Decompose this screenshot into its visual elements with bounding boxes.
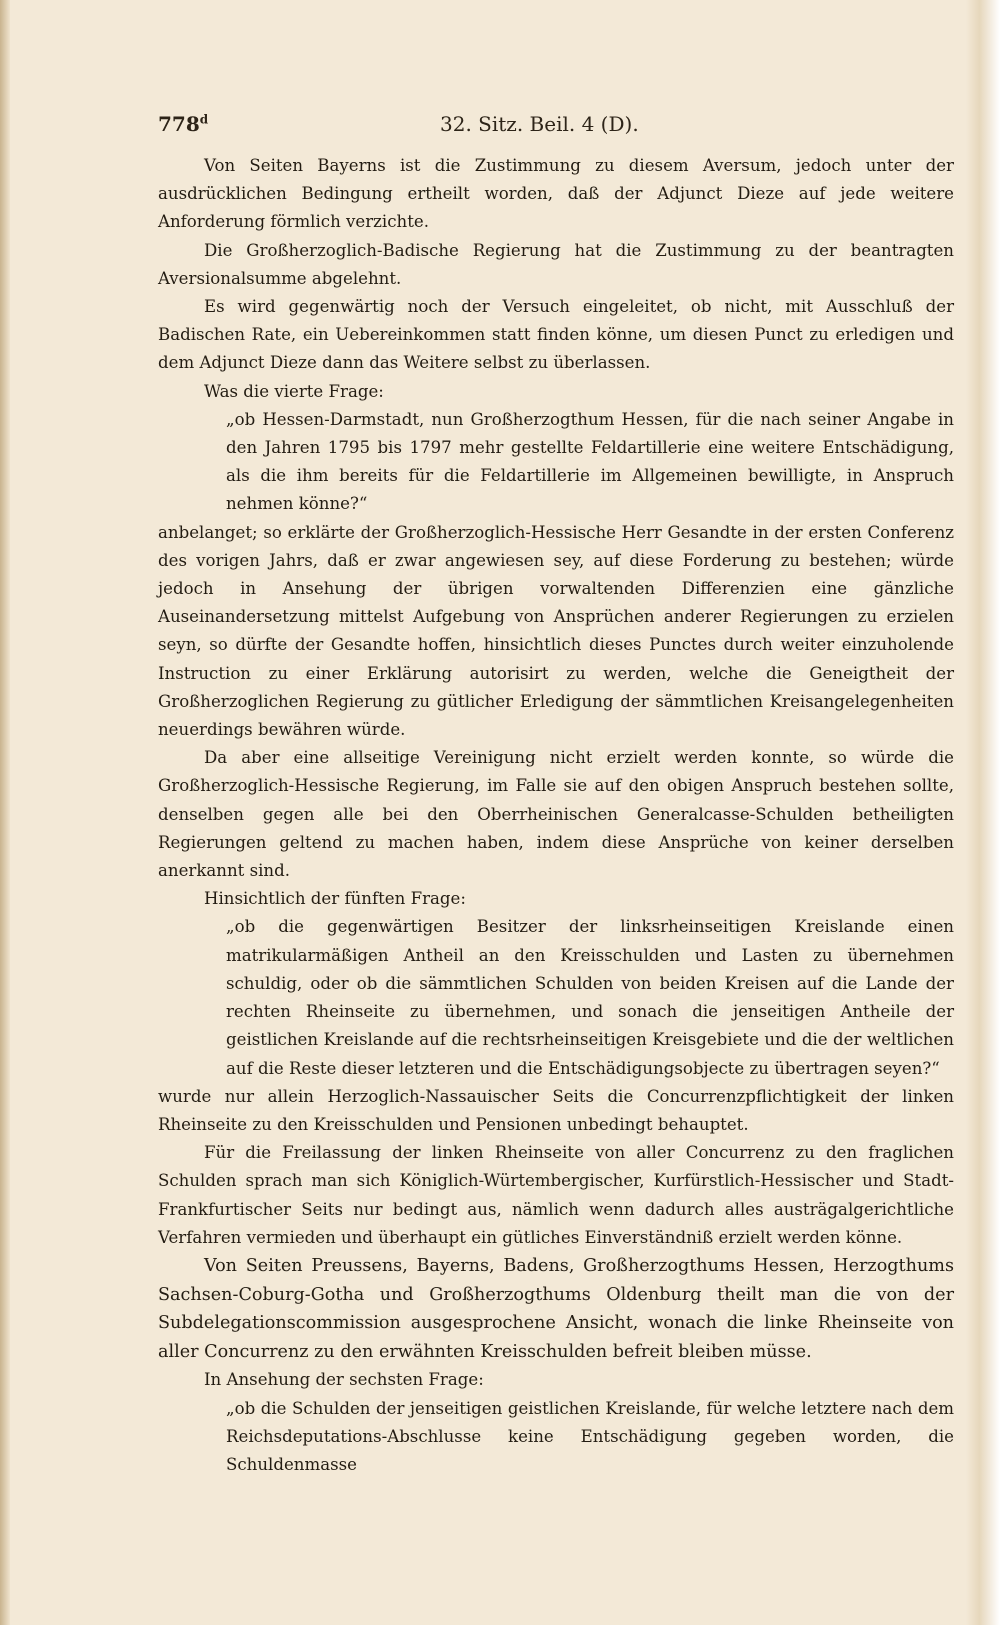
paragraph-baden-refusal: Die Großherzoglich-Badische Regierung hat die Zustimmung zu der beantragten Aversionalsumme abgelehnt. <box>158 240 954 288</box>
page-body <box>158 152 954 1479</box>
paragraph-no-agreement: Da aber eine allseitige Vereinigung nicht erzielt werden konnte, so würde die Großherzoglich-Hessische Regierung, im Falle sie auf den obigen Anspruch bestehen sollte, denselben gegen alle bei den Oberrheinischen Generalcasse-Schulden betheiligten Regierungen geltend zu machen haben, indem diese Ansprüche von keiner derselben anerkannt sind. <box>158 748 954 881</box>
paragraph-states-agreement: Von Seiten Preussens, Bayerns, Badens, Großherzogthums Hessen, Herzogthums Sachsen-Coburg-Gotha und Großherzogthums Oldenburg theilt man die von der Subdelegationscommission ausgesprochene Ansicht, wonach die linke Rheinseite von aller Concurrenz zu den erwähnten Kreisschulden befreit bleiben müsse. <box>158 1255 954 1362</box>
paragraph-conditional-release: Für die Freilassung der linken Rheinseite von aller Concurrenz zu den fraglichen Schulden sprach man sich Königlich-Würtembergischer, Kurfürstlich-Hessischer und Stadt-Frankfurtischer Seits nur bedingt aus, nämlich wenn dadurch alles austrägalgerichtliche Verfahren vermieden und überhaupt ein gütliches Einverständniß erzielt werden könne. <box>158 1143 954 1247</box>
question-six-intro: In Ansehung der sechsten Frage: <box>204 1370 484 1390</box>
paragraph-settlement-attempt: Es wird gegenwärtig noch der Versuch eingeleitet, ob nicht, mit Ausschluß der Badischen Rate, ein Uebereinkommen statt finden könne, um diesen Punct zu erledigen und dem Adjunct Dieze dann das Weitere selbst zu überlassen. <box>158 297 954 373</box>
paragraph-bavaria-consent: Von Seiten Bayerns ist die Zustimmung zu diesem Aversum, jedoch unter der ausdrücklichen Bedingung ertheilt worden, daß der Adjunct Dieze auf jede weitere Anforderung förmlich verzichte. <box>158 156 954 232</box>
page-number-suffix: d <box>199 112 209 127</box>
question-four-quote: „ob Hessen-Darmstadt, nun Großherzogthum Hessen, für die nach seiner Angabe in den Jahren 1795 bis 1797 mehr gestellte Feldartillerie eine weitere Entschädigung, als die ihm bereits für die Feldartillerie im Allgemeinen bewilligte, in Anspruch nehmen könne?“ <box>226 409 954 514</box>
question-six-quote: „ob die Schulden der jenseitigen geistlichen Kreislande, für welche letztere nach dem Reichsdeputations-Abschlusse keine Entschädigung gegeben worden, die Schuldenmasse <box>226 1398 954 1474</box>
paragraph-hessian-declaration: anbelanget; so erklärte der Großherzoglich-Hessische Herr Gesandte in der ersten Conferenz des vorigen Jahrs, daß er zwar angewiesen sey, auf diese Forderung zu bestehen; würde jedoch in Ansehung der übrigen vorwaltenden Differenzien eine gänzliche Auseinandersetzung mittelst Aufgebung von Ansprüchen anderer Regierungen zu erzielen seyn, so dürfte der Gesandte hoffen, hinsichtlich dieses Punctes durch weiter einzuholende Instruction zu einer Erklärung autorisirt zu werden, welche die Geneigtheit der Großherzoglichen Regierung zu gütlicher Erledigung der sämmtlichen Kreisangelegenheiten neuerdings bewähren würde. <box>158 522 954 740</box>
question-five-intro: Hinsichtlich der fünften Frage: <box>204 889 466 909</box>
question-four-intro: Was die vierte Frage: <box>204 381 384 401</box>
page-number: 778$^d$ <box>158 112 209 136</box>
paragraph-nassau-position: wurde nur allein Herzoglich-Nassauischer Seits die Concurrenzpflichtigkeit der linken Rheinseite zu den Kreisschulden und Pensionen unbedingt behauptet. <box>158 1086 954 1134</box>
running-title: 32. Sitz. Beil. 4 (D). <box>440 112 639 136</box>
page-binding-edge <box>0 0 10 1625</box>
page-header <box>150 112 950 142</box>
page-outer-edge <box>966 0 1000 1625</box>
question-five-quote: „ob die gegenwärtigen Besitzer der linksrheinseitigen Kreislande einen matrikularmäßigen Antheil an den Kreisschulden und Lasten zu übernehmen schuldig, oder ob die sämmtlichen Schulden von beiden Kreisen auf die Lande der rechten Rheinseite zu übernehmen, und sonach die jenseitigen Antheile der geistlichen Kreislande auf die rechtsrheinseitigen Kreisgebiete und die der weltlichen auf die Reste dieser letzteren und die Entschädigungsobjecte zu übertragen seyen?“ <box>226 917 954 1078</box>
